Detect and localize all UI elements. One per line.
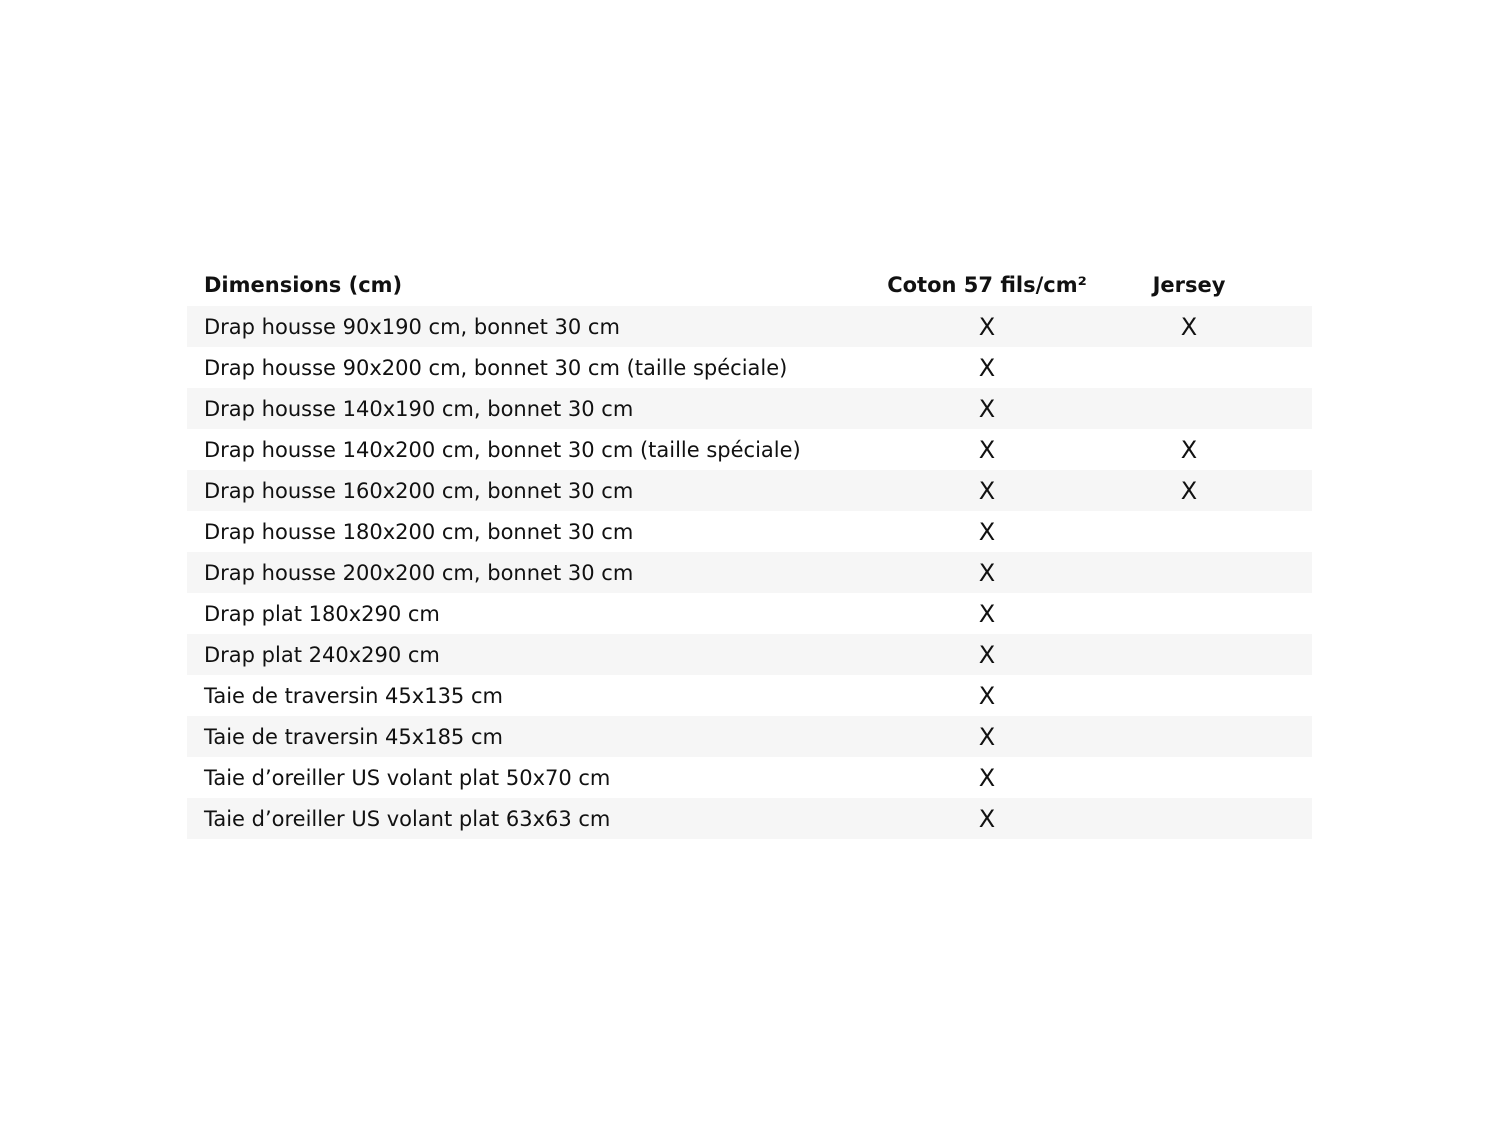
row-coton-mark: X — [978, 435, 996, 464]
row-coton-mark: X — [978, 517, 996, 546]
row-jersey-mark — [1139, 634, 1239, 675]
row-dimension-label: Taie d’oreiller US volant plat 63x63 cm — [204, 806, 611, 831]
header-dimensions: Dimensions (cm) — [204, 273, 403, 297]
row-dimension-label: Drap housse 180x200 cm, bonnet 30 cm — [204, 519, 634, 544]
table-row — [187, 552, 1312, 593]
table-row — [187, 593, 1312, 634]
row-coton-mark: X — [978, 476, 996, 505]
row-coton-mark: X — [978, 394, 996, 423]
row-dimension-label: Drap housse 140x200 cm, bonnet 30 cm (taille spéciale) — [204, 437, 801, 462]
row-jersey-mark — [1139, 347, 1239, 388]
row-jersey-mark — [1139, 593, 1239, 634]
table-row — [187, 470, 1312, 511]
row-coton-mark: X — [978, 599, 996, 628]
row-jersey-mark — [1139, 675, 1239, 716]
row-jersey-mark: X — [1180, 476, 1198, 505]
row-coton-mark: X — [978, 681, 996, 710]
table-row — [187, 798, 1312, 839]
table-row — [187, 388, 1312, 429]
table-row — [187, 757, 1312, 798]
row-dimension-label: Taie de traversin 45x135 cm — [204, 683, 503, 708]
row-dimension-label: Taie d’oreiller US volant plat 50x70 cm — [204, 765, 611, 790]
table-row — [187, 675, 1312, 716]
row-jersey-mark — [1139, 511, 1239, 552]
row-coton-mark: X — [978, 804, 996, 833]
row-dimension-label: Drap plat 240x290 cm — [204, 642, 440, 667]
table-body — [187, 306, 1312, 839]
row-dimension-label: Drap housse 200x200 cm, bonnet 30 cm — [204, 560, 634, 585]
row-jersey-mark: X — [1180, 435, 1198, 464]
row-jersey-mark — [1139, 388, 1239, 429]
row-dimension-label: Drap housse 160x200 cm, bonnet 30 cm — [204, 478, 634, 503]
header-coton: Coton 57 fils/cm² — [887, 273, 1087, 297]
row-coton-mark: X — [978, 312, 996, 341]
row-jersey-mark — [1139, 716, 1239, 757]
row-dimension-label: Drap housse 90x200 cm, bonnet 30 cm (taille spéciale) — [204, 355, 788, 380]
row-coton-mark: X — [978, 763, 996, 792]
row-dimension-label: Taie de traversin 45x185 cm — [204, 724, 503, 749]
table-row — [187, 634, 1312, 675]
row-jersey-mark — [1139, 552, 1239, 593]
table-row — [187, 429, 1312, 470]
table-row — [187, 511, 1312, 552]
row-dimension-label: Drap housse 140x190 cm, bonnet 30 cm — [204, 396, 634, 421]
row-dimension-label: Drap plat 180x290 cm — [204, 601, 440, 626]
row-coton-mark: X — [978, 558, 996, 587]
table-row — [187, 347, 1312, 388]
row-jersey-mark: X — [1180, 312, 1198, 341]
table-row — [187, 306, 1312, 347]
row-coton-mark: X — [978, 722, 996, 751]
row-jersey-mark — [1139, 798, 1239, 839]
row-coton-mark: X — [978, 640, 996, 669]
row-jersey-mark — [1139, 757, 1239, 798]
row-coton-mark: X — [978, 353, 996, 382]
row-dimension-label: Drap housse 90x190 cm, bonnet 30 cm — [204, 314, 620, 339]
table-header-row — [187, 264, 1312, 306]
header-jersey: Jersey — [1152, 273, 1226, 297]
size-availability-table — [187, 264, 1312, 839]
table-row — [187, 716, 1312, 757]
